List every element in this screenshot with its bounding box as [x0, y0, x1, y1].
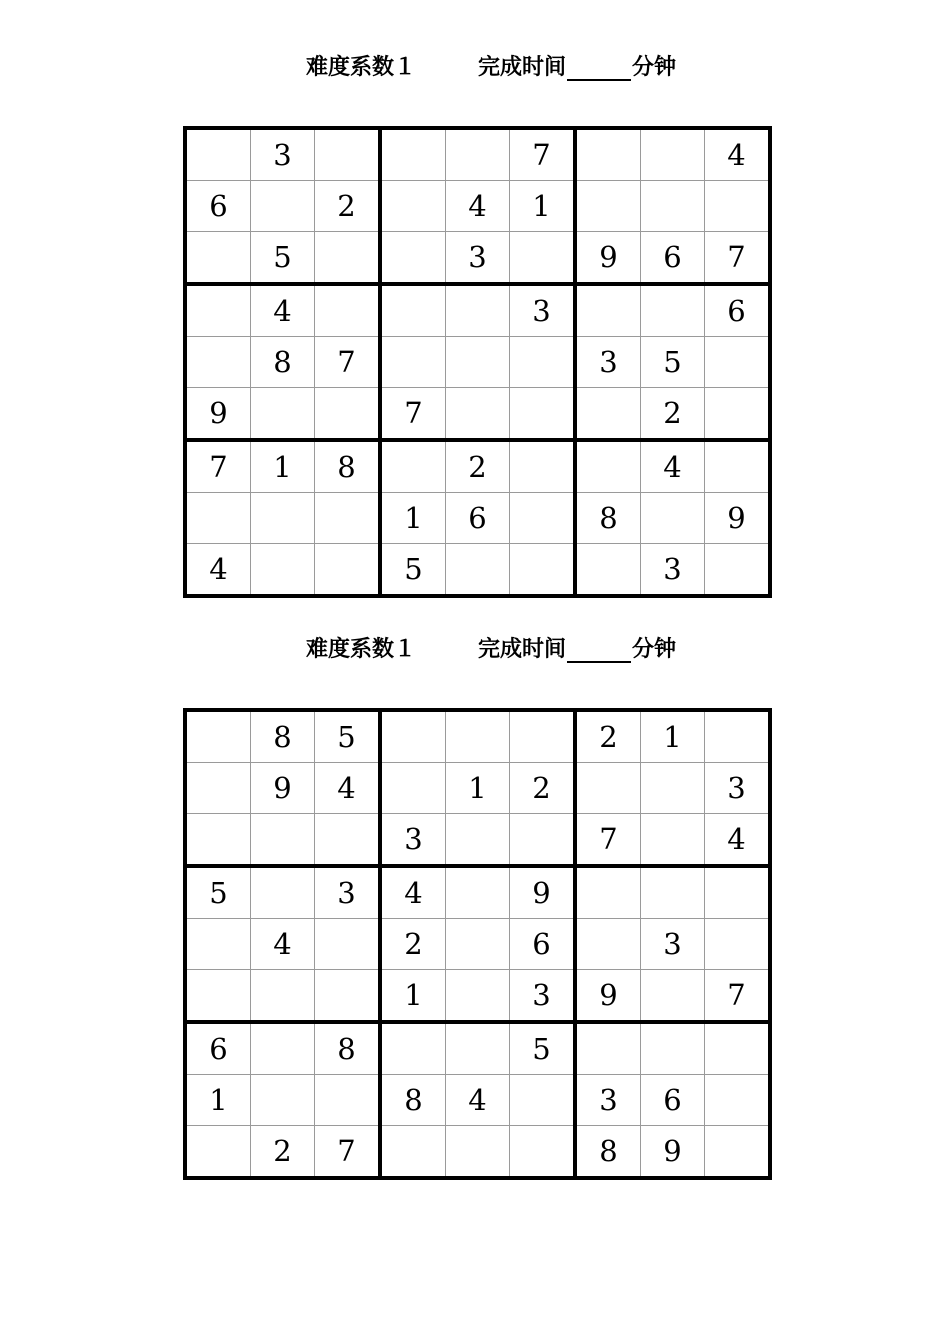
- sudoku-given-cell: 3: [510, 284, 576, 337]
- completion-time-label: [478, 632, 676, 663]
- sudoku-row: [185, 814, 770, 867]
- sudoku-given-cell: 9: [705, 493, 771, 544]
- sudoku-given-cell: 8: [575, 493, 641, 544]
- sudoku-empty-cell[interactable]: [446, 814, 510, 867]
- sudoku-empty-cell[interactable]: [705, 1126, 771, 1179]
- sudoku-empty-cell[interactable]: [446, 919, 510, 970]
- sudoku-empty-cell[interactable]: [251, 181, 315, 232]
- time-blank-field[interactable]: [567, 59, 631, 81]
- sudoku-given-cell: 5: [380, 544, 446, 597]
- sudoku-given-cell: 3: [315, 866, 381, 919]
- sudoku-empty-cell[interactable]: [251, 388, 315, 441]
- sudoku-empty-cell[interactable]: [510, 493, 576, 544]
- sudoku-empty-cell[interactable]: [575, 1022, 641, 1075]
- sudoku-given-cell: 2: [510, 763, 576, 814]
- sudoku-empty-cell[interactable]: [251, 970, 315, 1023]
- sudoku-given-cell: 1: [380, 970, 446, 1023]
- sudoku-empty-cell[interactable]: [446, 544, 510, 597]
- sudoku-given-cell: 7: [705, 232, 771, 285]
- sudoku-empty-cell[interactable]: [315, 284, 381, 337]
- completion-time-label: [478, 50, 676, 81]
- sudoku-empty-cell[interactable]: [185, 232, 251, 285]
- sudoku-empty-cell[interactable]: [446, 337, 510, 388]
- sudoku-empty-cell[interactable]: [575, 388, 641, 441]
- sudoku-given-cell: 3: [705, 763, 771, 814]
- sudoku-given-cell: 2: [446, 440, 510, 493]
- puzzle-1-header: [0, 44, 950, 84]
- sudoku-given-cell: 4: [251, 284, 315, 337]
- sudoku-empty-cell[interactable]: [641, 814, 705, 867]
- sudoku-empty-cell[interactable]: [446, 866, 510, 919]
- sudoku-given-cell: 3: [641, 544, 705, 597]
- sudoku-empty-cell[interactable]: [380, 763, 446, 814]
- sudoku-row: [185, 710, 770, 763]
- sudoku-row: [185, 866, 770, 919]
- sudoku-given-cell: 9: [641, 1126, 705, 1179]
- sudoku-empty-cell[interactable]: [510, 710, 576, 763]
- sudoku-empty-cell[interactable]: [510, 232, 576, 285]
- sudoku-empty-cell[interactable]: [705, 181, 771, 232]
- sudoku-row: [185, 337, 770, 388]
- sudoku-given-cell: 6: [510, 919, 576, 970]
- sudoku-row: [185, 232, 770, 285]
- sudoku-given-cell: 6: [641, 232, 705, 285]
- sudoku-empty-cell[interactable]: [510, 1126, 576, 1179]
- sudoku-empty-cell[interactable]: [446, 128, 510, 181]
- sudoku-row: [185, 1022, 770, 1075]
- sudoku-given-cell: 3: [575, 337, 641, 388]
- sudoku-given-cell: 1: [185, 1075, 251, 1126]
- sudoku-given-cell: 9: [185, 388, 251, 441]
- sudoku-given-cell: 9: [575, 232, 641, 285]
- sudoku-empty-cell[interactable]: [380, 284, 446, 337]
- sudoku-empty-cell[interactable]: [446, 1022, 510, 1075]
- time-unit: 分钟: [632, 54, 677, 80]
- sudoku-row: [185, 388, 770, 441]
- puzzle-2-header: [0, 626, 950, 666]
- sudoku-given-cell: 3: [251, 128, 315, 181]
- sudoku-given-cell: 5: [641, 337, 705, 388]
- sudoku-empty-cell[interactable]: [315, 814, 381, 867]
- sudoku-given-cell: 3: [510, 970, 576, 1023]
- sudoku-empty-cell[interactable]: [641, 866, 705, 919]
- sudoku-given-cell: 3: [641, 919, 705, 970]
- sudoku-given-cell: 7: [315, 337, 381, 388]
- sudoku-empty-cell[interactable]: [510, 337, 576, 388]
- sudoku-row: [185, 181, 770, 232]
- difficulty-label: 难度系数１: [306, 636, 417, 662]
- sudoku-given-cell: 1: [251, 440, 315, 493]
- sudoku-empty-cell[interactable]: [315, 544, 381, 597]
- sudoku-given-cell: 3: [575, 1075, 641, 1126]
- sudoku-empty-cell[interactable]: [446, 1126, 510, 1179]
- sudoku-given-cell: 4: [705, 814, 771, 867]
- sudoku-empty-cell[interactable]: [380, 1022, 446, 1075]
- sudoku-empty-cell[interactable]: [641, 970, 705, 1023]
- sudoku-empty-cell[interactable]: [705, 1075, 771, 1126]
- sudoku-empty-cell[interactable]: [185, 970, 251, 1023]
- sudoku-empty-cell[interactable]: [185, 337, 251, 388]
- sudoku-empty-cell[interactable]: [446, 710, 510, 763]
- sudoku-given-cell: 9: [251, 763, 315, 814]
- sudoku-given-cell: 2: [251, 1126, 315, 1179]
- sudoku-empty-cell[interactable]: [705, 337, 771, 388]
- sudoku-empty-cell[interactable]: [185, 284, 251, 337]
- sudoku-given-cell: 6: [705, 284, 771, 337]
- sudoku-empty-cell[interactable]: [705, 440, 771, 493]
- sudoku-given-cell: 8: [315, 1022, 381, 1075]
- sudoku-given-cell: 6: [641, 1075, 705, 1126]
- sudoku-empty-cell[interactable]: [575, 128, 641, 181]
- sudoku-empty-cell[interactable]: [185, 814, 251, 867]
- sudoku-empty-cell[interactable]: [251, 866, 315, 919]
- sudoku-empty-cell[interactable]: [641, 128, 705, 181]
- sudoku-empty-cell[interactable]: [705, 544, 771, 597]
- sudoku-given-cell: 1: [446, 763, 510, 814]
- sudoku-empty-cell[interactable]: [705, 388, 771, 441]
- sudoku-given-cell: 6: [185, 1022, 251, 1075]
- sudoku-empty-cell[interactable]: [705, 866, 771, 919]
- sudoku-empty-cell[interactable]: [641, 1022, 705, 1075]
- sudoku-empty-cell[interactable]: [251, 814, 315, 867]
- sudoku-empty-cell[interactable]: [380, 337, 446, 388]
- sudoku-given-cell: 1: [641, 710, 705, 763]
- sudoku-empty-cell[interactable]: [315, 493, 381, 544]
- sudoku-given-cell: 5: [185, 866, 251, 919]
- sudoku-given-cell: 5: [315, 710, 381, 763]
- difficulty-label: 难度系数１: [306, 54, 417, 80]
- sudoku-empty-cell[interactable]: [251, 1022, 315, 1075]
- sudoku-empty-cell[interactable]: [251, 493, 315, 544]
- sudoku-row: [185, 1075, 770, 1126]
- sudoku-row: [185, 493, 770, 544]
- sudoku-row: [185, 544, 770, 597]
- sudoku-empty-cell[interactable]: [575, 544, 641, 597]
- sudoku-given-cell: 5: [510, 1022, 576, 1075]
- time-label-text: 完成时间: [478, 54, 567, 80]
- sudoku-grid-1: [183, 126, 772, 598]
- sudoku-given-cell: 8: [315, 440, 381, 493]
- sudoku-given-cell: 8: [575, 1126, 641, 1179]
- sudoku-given-cell: 6: [185, 181, 251, 232]
- sudoku-given-cell: 4: [315, 763, 381, 814]
- sudoku-empty-cell[interactable]: [575, 284, 641, 337]
- sudoku-given-cell: 7: [705, 970, 771, 1023]
- sudoku-empty-cell[interactable]: [575, 440, 641, 493]
- sudoku-given-cell: 1: [510, 181, 576, 232]
- sudoku-given-cell: 4: [380, 866, 446, 919]
- sudoku-given-cell: 4: [185, 544, 251, 597]
- sudoku-given-cell: 2: [380, 919, 446, 970]
- sudoku-given-cell: 7: [510, 128, 576, 181]
- sudoku-empty-cell[interactable]: [251, 1075, 315, 1126]
- sudoku-given-cell: 3: [446, 232, 510, 285]
- sudoku-row: [185, 763, 770, 814]
- sudoku-given-cell: 4: [641, 440, 705, 493]
- sudoku-given-cell: 2: [575, 710, 641, 763]
- sudoku-given-cell: 2: [641, 388, 705, 441]
- sudoku-given-cell: 7: [185, 440, 251, 493]
- sudoku-empty-cell[interactable]: [315, 919, 381, 970]
- sudoku-empty-cell[interactable]: [575, 866, 641, 919]
- sudoku-given-cell: 4: [251, 919, 315, 970]
- sudoku-empty-cell[interactable]: [380, 710, 446, 763]
- sudoku-empty-cell[interactable]: [185, 1126, 251, 1179]
- sudoku-empty-cell[interactable]: [510, 814, 576, 867]
- sudoku-empty-cell[interactable]: [641, 493, 705, 544]
- sudoku-empty-cell[interactable]: [510, 544, 576, 597]
- sudoku-given-cell: 4: [446, 181, 510, 232]
- sudoku-empty-cell[interactable]: [380, 128, 446, 181]
- sudoku-given-cell: 1: [380, 493, 446, 544]
- sudoku-empty-cell[interactable]: [510, 388, 576, 441]
- sudoku-given-cell: 6: [446, 493, 510, 544]
- sudoku-empty-cell[interactable]: [315, 388, 381, 441]
- sudoku-row: [185, 970, 770, 1023]
- sudoku-empty-cell[interactable]: [380, 232, 446, 285]
- sudoku-empty-cell[interactable]: [185, 128, 251, 181]
- sudoku-empty-cell[interactable]: [315, 232, 381, 285]
- sudoku-row: [185, 1126, 770, 1179]
- sudoku-given-cell: 2: [315, 181, 381, 232]
- sudoku-empty-cell[interactable]: [185, 493, 251, 544]
- sudoku-empty-cell[interactable]: [380, 1126, 446, 1179]
- sudoku-empty-cell[interactable]: [380, 181, 446, 232]
- sudoku-empty-cell[interactable]: [575, 763, 641, 814]
- sudoku-row: [185, 440, 770, 493]
- sudoku-empty-cell[interactable]: [705, 710, 771, 763]
- sudoku-given-cell: 4: [446, 1075, 510, 1126]
- sudoku-empty-cell[interactable]: [446, 970, 510, 1023]
- sudoku-empty-cell[interactable]: [446, 388, 510, 441]
- sudoku-empty-cell[interactable]: [380, 440, 446, 493]
- sudoku-empty-cell[interactable]: [510, 1075, 576, 1126]
- sudoku-empty-cell[interactable]: [705, 1022, 771, 1075]
- time-blank-field[interactable]: [567, 641, 631, 663]
- sudoku-given-cell: 9: [510, 866, 576, 919]
- sudoku-empty-cell[interactable]: [575, 181, 641, 232]
- sudoku-empty-cell[interactable]: [185, 763, 251, 814]
- sudoku-empty-cell[interactable]: [510, 440, 576, 493]
- sudoku-empty-cell[interactable]: [641, 181, 705, 232]
- sudoku-empty-cell[interactable]: [251, 544, 315, 597]
- sudoku-grid-2: [183, 708, 772, 1180]
- sudoku-empty-cell[interactable]: [641, 763, 705, 814]
- sudoku-empty-cell[interactable]: [315, 970, 381, 1023]
- sudoku-empty-cell[interactable]: [641, 284, 705, 337]
- sudoku-empty-cell[interactable]: [446, 284, 510, 337]
- sudoku-given-cell: 8: [251, 710, 315, 763]
- sudoku-given-cell: 7: [315, 1126, 381, 1179]
- time-unit: 分钟: [632, 636, 677, 662]
- time-label-text: 完成时间: [478, 636, 567, 662]
- sudoku-given-cell: 5: [251, 232, 315, 285]
- sudoku-given-cell: 7: [380, 388, 446, 441]
- sudoku-given-cell: 8: [251, 337, 315, 388]
- sudoku-given-cell: 7: [575, 814, 641, 867]
- sudoku-given-cell: 8: [380, 1075, 446, 1126]
- sudoku-given-cell: 9: [575, 970, 641, 1023]
- sudoku-empty-cell[interactable]: [315, 128, 381, 181]
- sudoku-given-cell: 3: [380, 814, 446, 867]
- sudoku-empty-cell[interactable]: [185, 710, 251, 763]
- sudoku-empty-cell[interactable]: [575, 919, 641, 970]
- sudoku-empty-cell[interactable]: [705, 919, 771, 970]
- sudoku-given-cell: 4: [705, 128, 771, 181]
- sudoku-row: [185, 284, 770, 337]
- sudoku-row: [185, 128, 770, 181]
- sudoku-empty-cell[interactable]: [185, 919, 251, 970]
- sudoku-empty-cell[interactable]: [315, 1075, 381, 1126]
- sudoku-row: [185, 919, 770, 970]
